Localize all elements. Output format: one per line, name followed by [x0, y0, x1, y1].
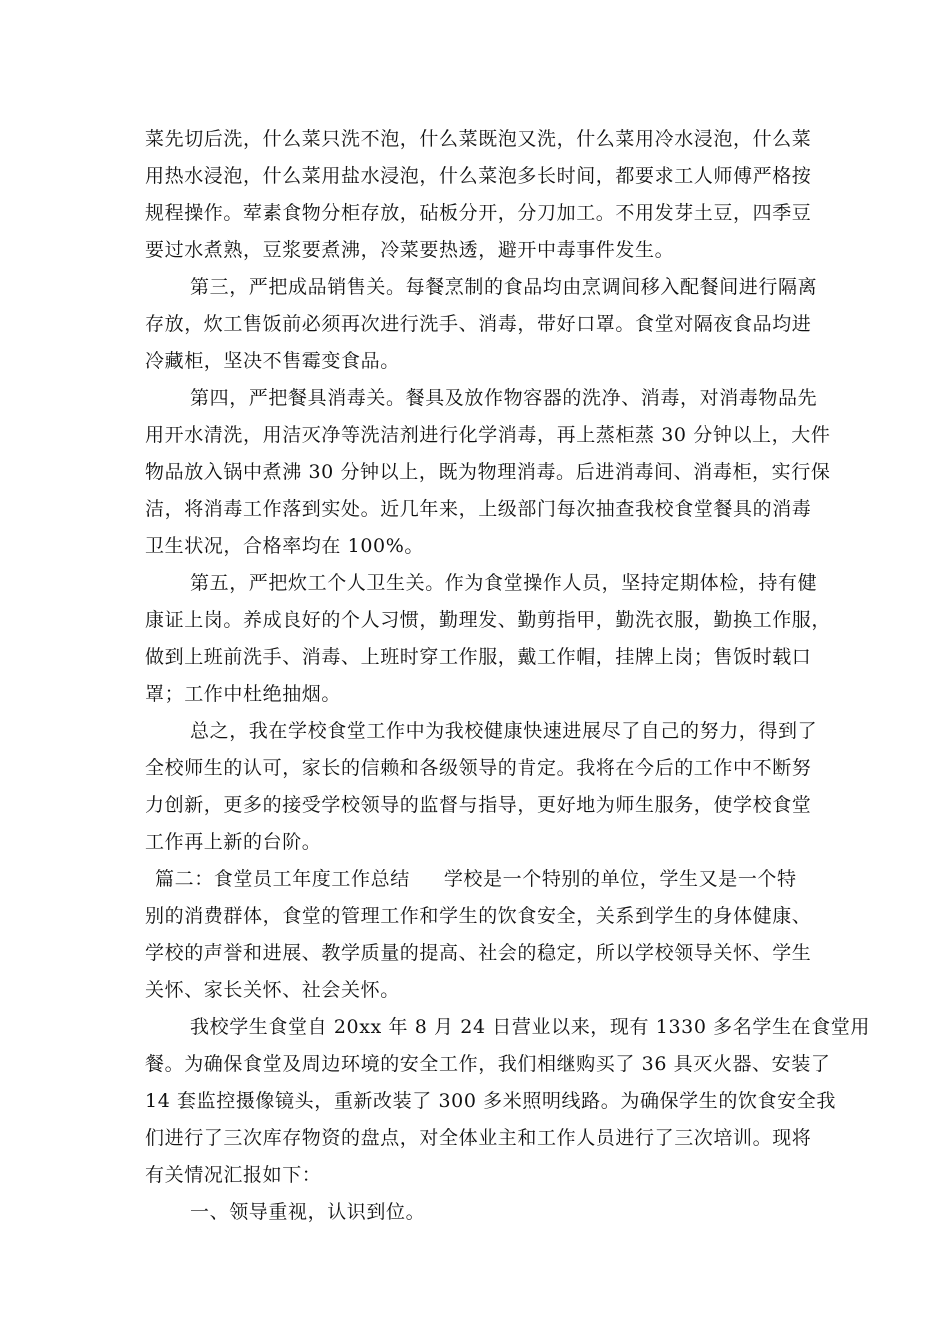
- text-line: 用热水浸泡，什么菜用盐水浸泡，什么菜泡多长时间，都要求工人师傅严格按: [145, 165, 812, 187]
- text-line: 全校师生的认可，家长的信赖和各级领导的肯定。我将在今后的工作中不断努: [145, 757, 812, 779]
- text-line: 力创新，更多的接受学校领导的监督与指导，更好地为师生服务，使学校食堂: [145, 794, 812, 816]
- section-heading: 篇二：食堂员工年度工作总结: [155, 868, 410, 890]
- section-heading-line: [155, 867, 797, 891]
- paragraph-start: 第四，严把餐具消毒关。餐具及放作物容器的洗净、消毒，对消毒物品先: [190, 387, 818, 409]
- text-line: 规程操作。荤素食物分柜存放，砧板分开，分刀加工。不用发芽土豆，四季豆: [145, 202, 812, 224]
- paragraph-start: 第五，严把炊工个人卫生关。作为食堂操作人员，坚持定期体检，持有健: [190, 572, 818, 594]
- text-line: 们进行了三次库存物资的盘点，对全体业主和工作人员进行了三次培训。现将: [145, 1127, 812, 1149]
- text-line: 冷藏柜，坚决不售霉变食品。: [145, 350, 400, 372]
- subheading: 一、领导重视，认识到位。: [190, 1201, 426, 1223]
- text-line: 康证上岗。养成良好的个人习惯，勤理发、勤剪指甲，勤洗衣服，勤换工作服，: [145, 609, 832, 631]
- text-line: 卫生状况，合格率均在 100%。: [145, 535, 424, 557]
- text-line: 存放，炊工售饭前必须再次进行洗手、消毒，带好口罩。食堂对隔夜食品均进: [145, 313, 812, 335]
- text-line: 物品放入锅中煮沸 30 分钟以上，既为物理消毒。后进消毒间、消毒柜，实行保: [145, 461, 831, 483]
- text-line: 要过水煮熟，豆浆要煮沸，冷菜要热透，避开中毒事件发生。: [145, 239, 675, 261]
- text-line: 工作再上新的台阶。: [145, 831, 322, 853]
- text-line: 罩；工作中杜绝抽烟。: [145, 683, 342, 705]
- text-line: 洁，将消毒工作落到实处。近几年来，上级部门每次抽查我校食堂餐具的消毒: [145, 498, 812, 520]
- text-line: 14 套监控摄像镜头，重新改装了 300 多米照明线路。为确保学生的饮食安全我: [145, 1090, 836, 1112]
- paragraph-start: 我校学生食堂自 20xx 年 8 月 24 日营业以来，现有 1330 多名学生在食堂用: [190, 1016, 870, 1038]
- text-line: 有关情况汇报如下：: [145, 1164, 322, 1186]
- paragraph-start: 第三，严把成品销售关。每餐烹制的食品均由烹调间移入配餐间进行隔离: [190, 276, 818, 298]
- section-intro: 学校是一个特别的单位，学生又是一个特: [443, 868, 797, 890]
- text-line: 用开水清洗，用洁灭净等洗洁剂进行化学消毒，再上蒸柜蒸 30 分钟以上，大件: [145, 424, 831, 446]
- text-line: 餐。为确保食堂及周边环境的安全工作，我们相继购买了 36 具灭火器、安装了: [145, 1053, 831, 1075]
- text-line: 菜先切后洗，什么菜只洗不泡，什么菜既泡又洗，什么菜用冷水浸泡，什么菜: [145, 128, 812, 150]
- text-line: 别的消费群体，食堂的管理工作和学生的饮食安全，关系到学生的身体健康、: [145, 905, 812, 927]
- text-line: 学校的声誉和进展、教学质量的提高、社会的稳定，所以学校领导关怀、学生: [145, 942, 812, 964]
- text-line: 做到上班前洗手、消毒、上班时穿工作服，戴工作帽，挂牌上岗；售饭时载口: [145, 646, 812, 668]
- paragraph-start: 总之，我在学校食堂工作中为我校健康快速进展尽了自己的努力，得到了: [190, 720, 818, 742]
- text-line: 关怀、家长关怀、社会关怀。: [145, 979, 400, 1001]
